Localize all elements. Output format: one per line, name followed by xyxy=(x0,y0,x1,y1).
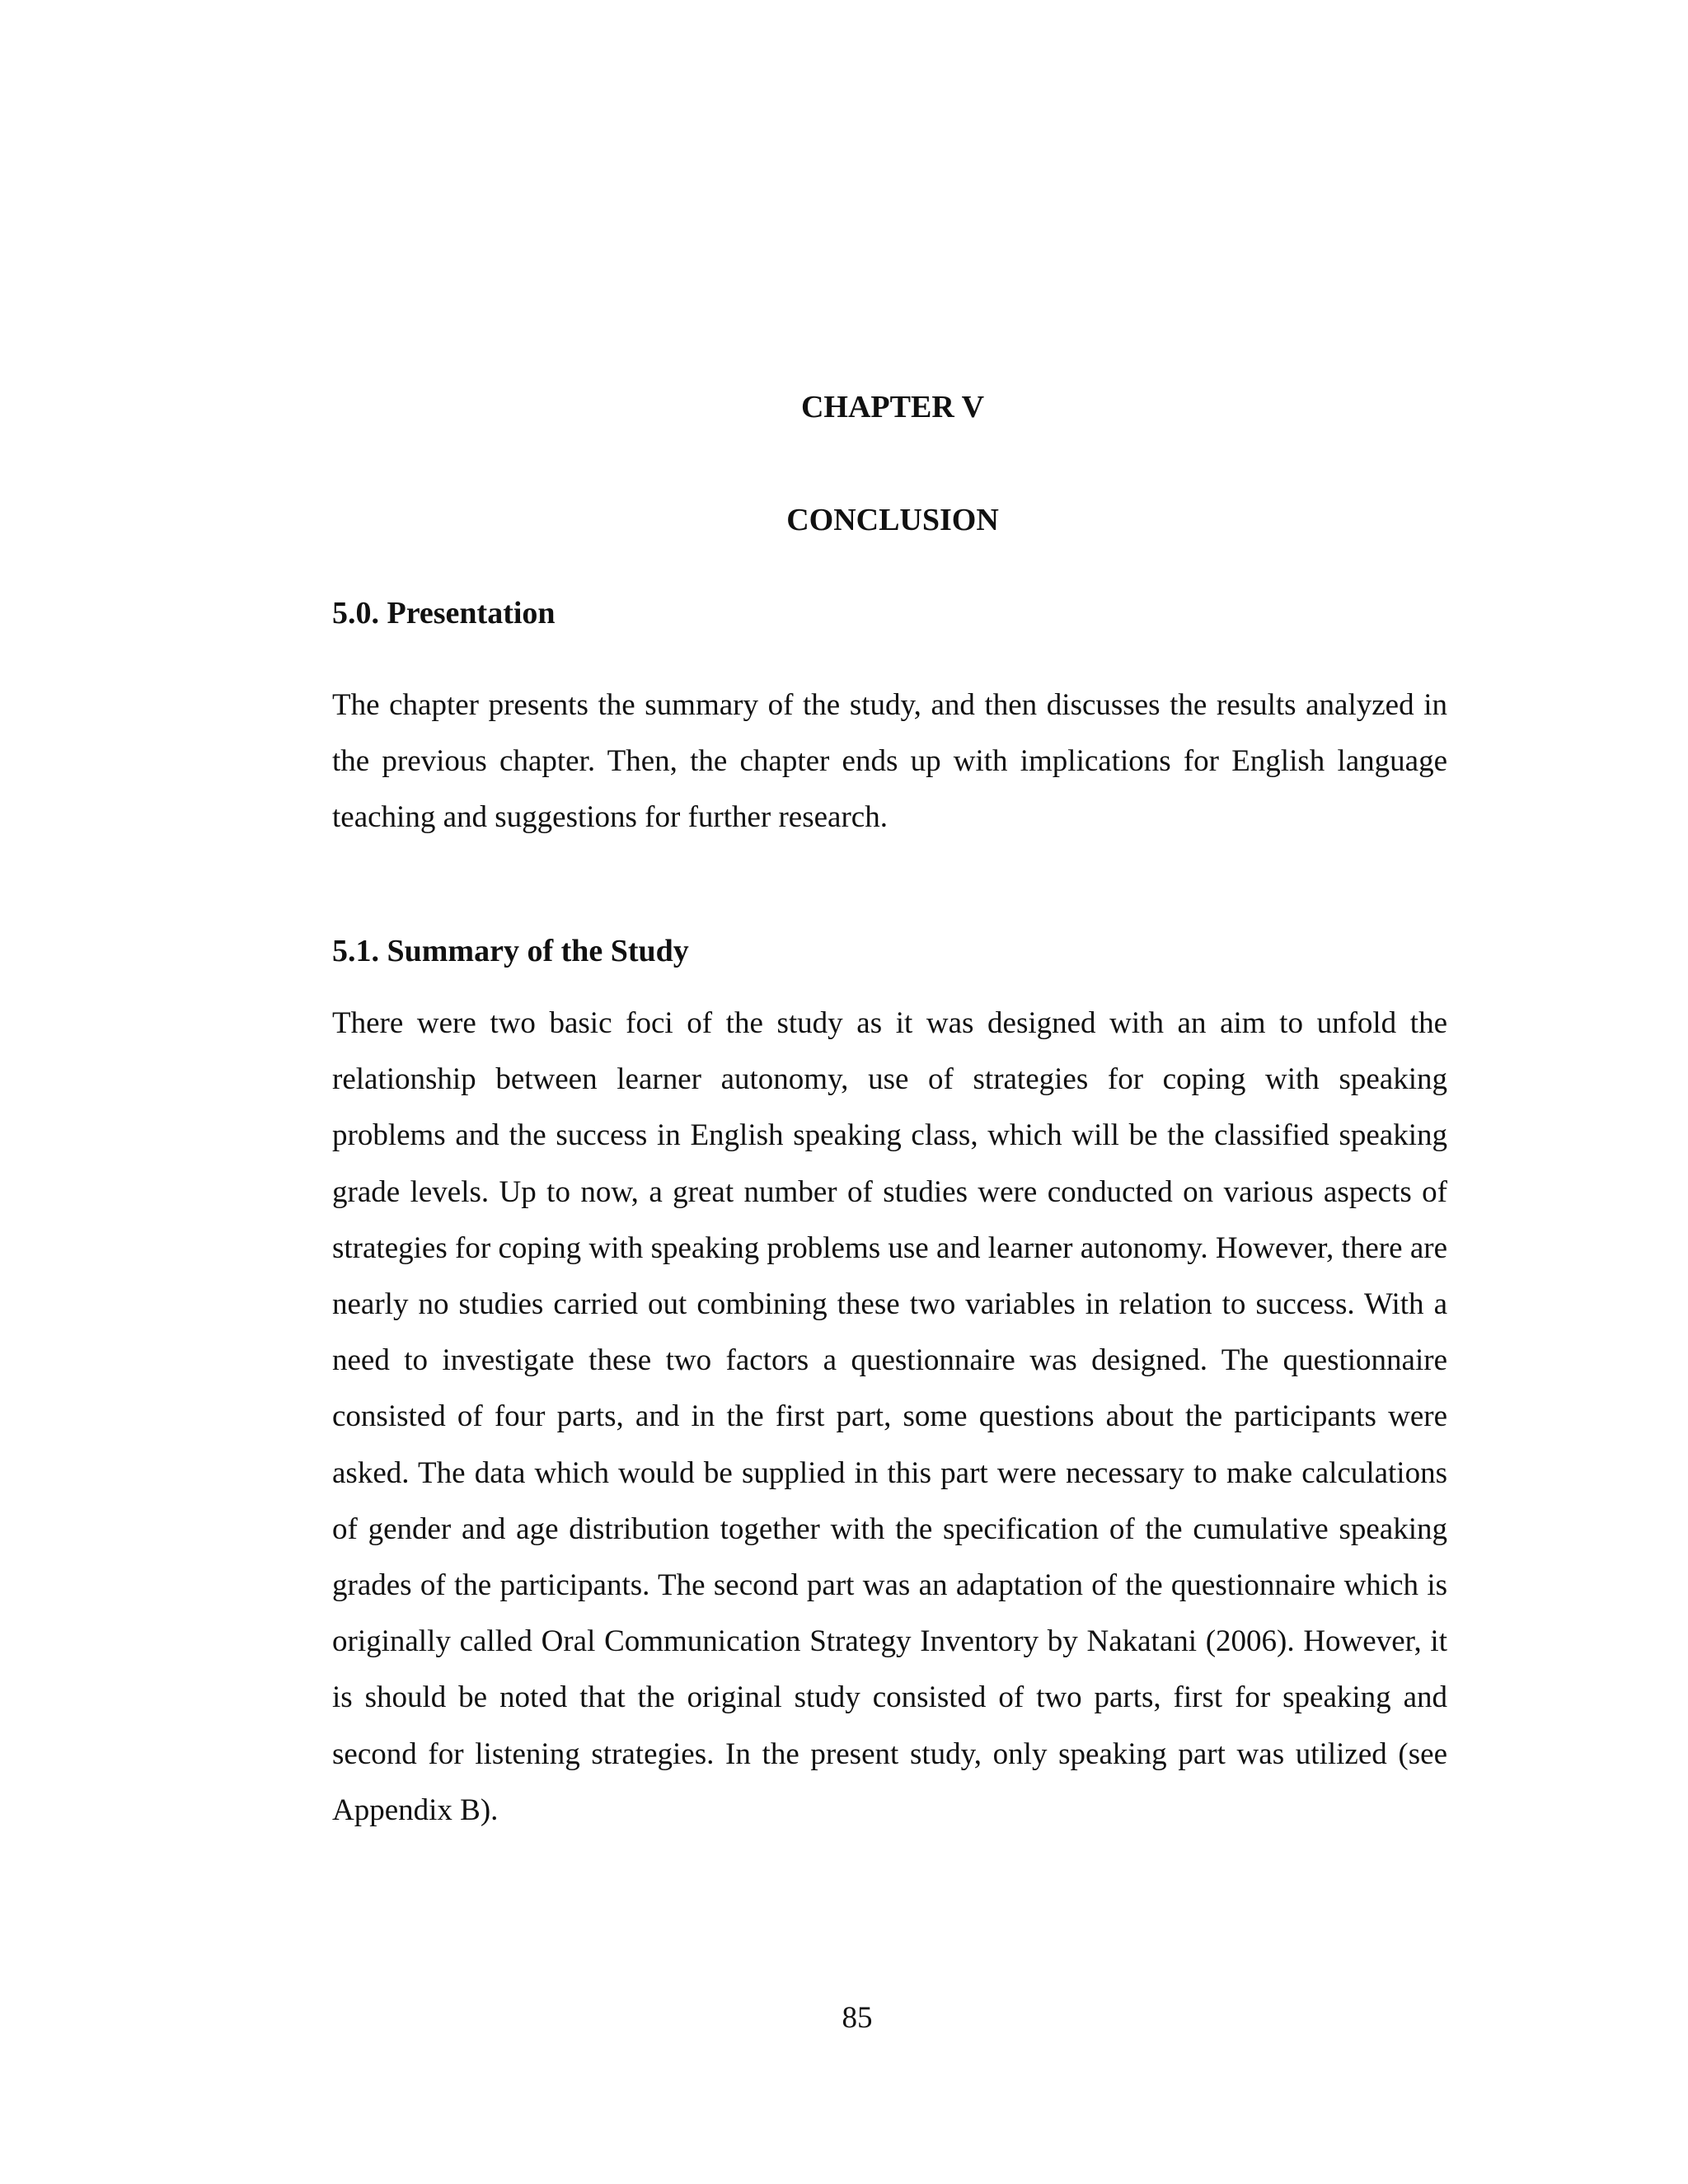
section-paragraph-summary: There were two basic foci of the study as it was designed with an aim to unfold the relationship between learner autonomy, use of strategies for coping with speaking problems and the success in English speaking class, which will be the classified speaking grade levels. Up to now, a great number of studies were conducted on various aspects of strategies for coping with speaking problems use and learner autonomy. However, there are nearly no studies carried out combining these two variables in relation to success. With a need to investigate these two factors a questionnaire was designed. The questionnaire consisted of four parts, and in the first part, some questions about the participants were asked. The data which would be supplied in this part were necessary to make calculations of gender and age distribution together with the specification of the cumulative speaking grades of the participants. The second part was an adaptation of the questionnaire which is originally called Oral Communication Strategy Inventory by Nakatani (2006). However, it is should be noted that the original study consisted of two parts, first for speaking and second for listening strategies. In the present study, only speaking part was utilized (see Appendix B). xyxy=(332,1006,1447,1827)
page-number: 85 xyxy=(842,2001,873,2035)
chapter-label: CHAPTER V xyxy=(800,390,985,424)
section-paragraph-presentation: The chapter presents the summary of the study, and then discusses the results analyzed in the previous chapter. Then, the chapter ends up with implications for English language teaching and suggestions for further research. xyxy=(332,688,1447,835)
section-heading-presentation: 5.0. Presentation xyxy=(332,596,556,630)
chapter-title: CONCLUSION xyxy=(786,503,999,537)
section-heading-summary: 5.1. Summary of the Study xyxy=(332,934,689,968)
